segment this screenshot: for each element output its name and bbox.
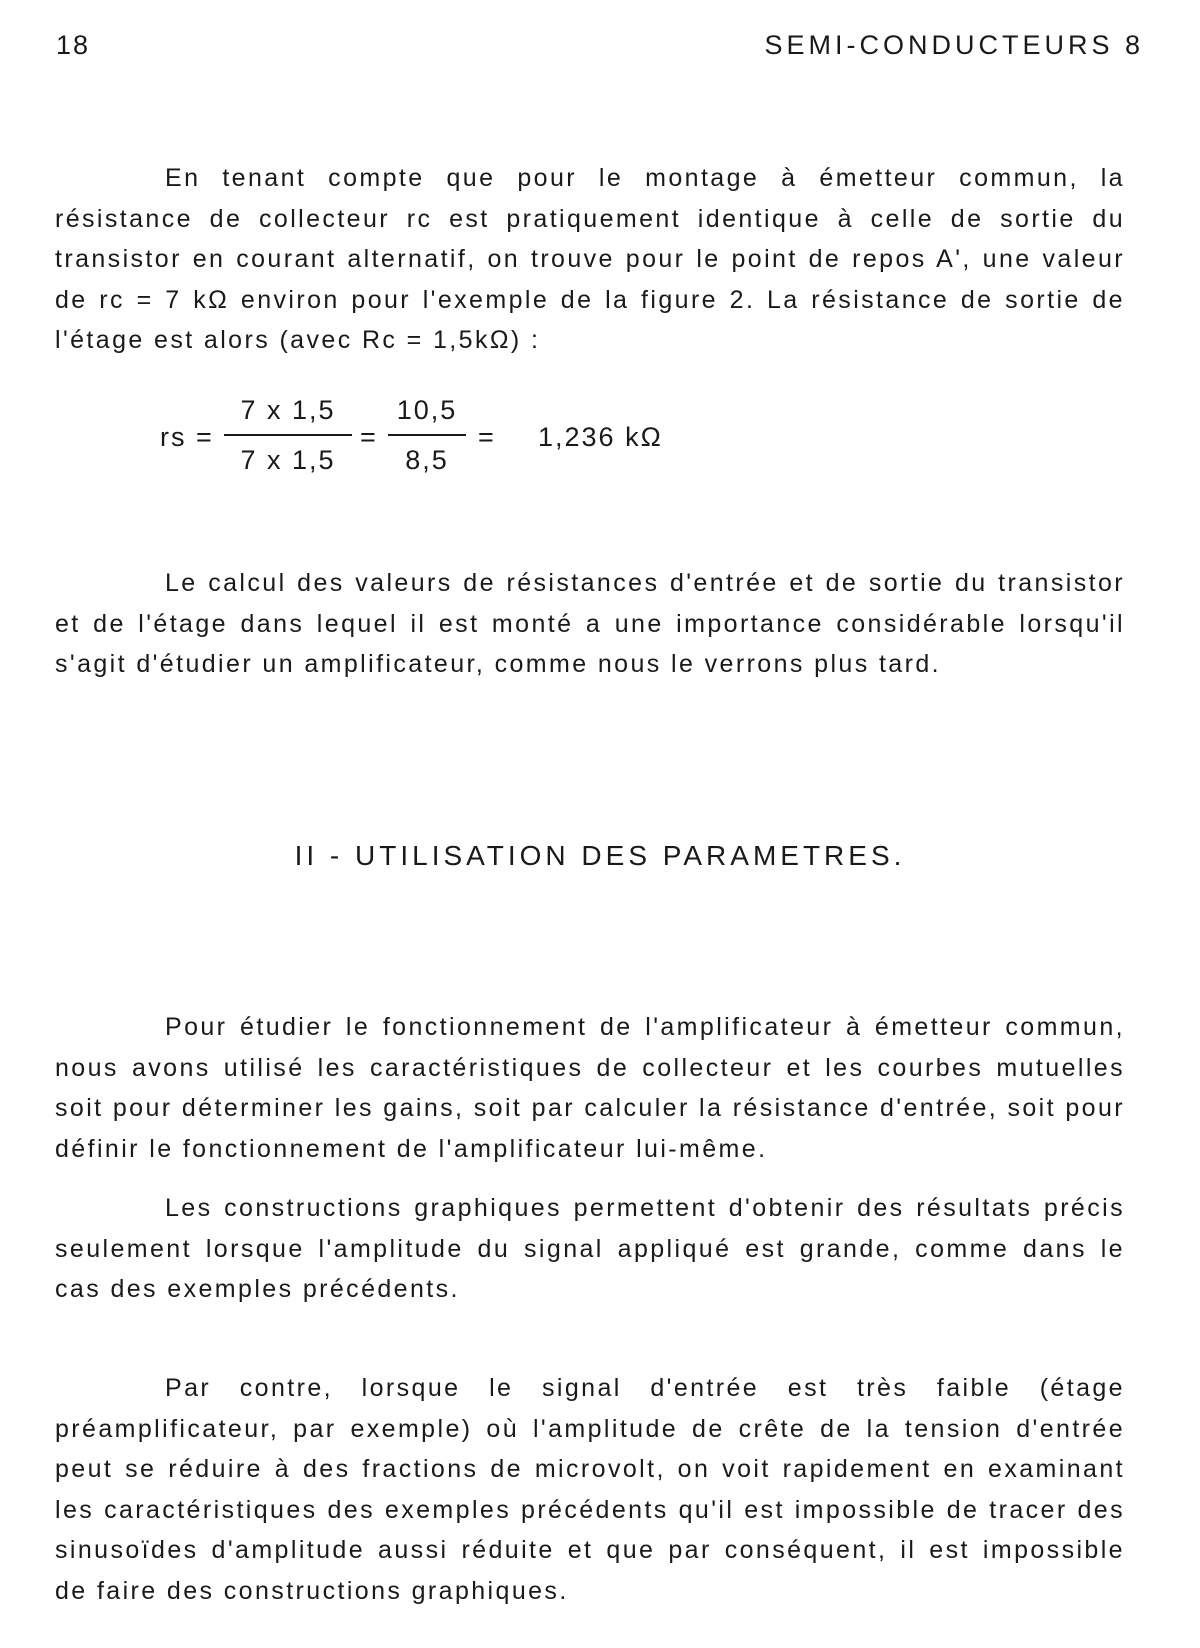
section-title: II - UTILISATION DES PARAMETRES. [294,840,906,871]
paragraph-text: Le calcul des valeurs de résistances d'entrée et de sortie du transistor et de l'étage dans lequel il est monté a une importance considérable lorsqu'il s'agit d'étudier un amplificateur, comme nous le verrons plus tard. [55,569,1125,678]
fraction-1-bar [224,434,352,436]
formula-fraction-2 [388,390,466,480]
paragraph-output-resistance [55,158,1125,361]
fraction-2-numerator: 10,5 [396,395,458,425]
formula-lhs: rs [160,422,187,452]
fraction-2-denominator: 8,5 [405,445,449,475]
paragraph-resistance-importance [55,563,1125,685]
formula-equals-1: = [196,422,214,452]
formula-equals-2: = [360,422,378,452]
paragraph-graphic-constructions [55,1188,1125,1310]
page-number: 18 [56,30,91,60]
fraction-1-denominator: 7 x 1,5 [240,445,336,475]
running-head: SEMI-CONDUCTEURS 8 [764,30,1144,60]
output-resistance-formula [160,390,720,490]
paragraph-text: Pour étudier le fonctionnement de l'amplificateur à émetteur commun, nous avons utilisé les caractéristiques de collecteur et les courbes mutuelles soit pour déterminer les gains, soit par calculer la résistance d'entrée, soit pour définir le fonctionnement de l'amplificateur lui-même. [55,1013,1125,1163]
paragraph-text: Par contre, lorsque le signal d'entrée est très faible (étage préamplificateur, par exemple) où l'amplitude de crête de la tension d'entrée peut se réduire à des fractions de microvolt, on voit rapidement en examinant les caractéristiques des exemples précédents qu'il est impossible de tracer des sinusoïdes d'amplitude aussi réduite et que par conséquent, il est impossible de faire des constructions graphiques. [55,1374,1125,1605]
formula-result: 1,236 kΩ [538,422,663,452]
fraction-1-numerator: 7 x 1,5 [240,395,336,425]
paragraph-weak-signal [55,1368,1125,1611]
fraction-2-bar [388,434,466,436]
paragraph-text: Les constructions graphiques permettent d'obtenir des résultats précis seulement lorsque l'amplitude du signal appliqué est grande, comme dans le cas des exemples précédents. [55,1194,1125,1303]
paragraph-text: En tenant compte que pour le montage à émetteur commun, la résistance de collecteur rc est pratiquement identique à celle de sortie du transistor en courant alternatif, on trouve pour le point de repos A', une valeur de rc = 7 kΩ environ pour l'exemple de la figure 2. La résistance de sortie de l'étage est alors (avec Rc = 1,5kΩ) : [55,164,1125,354]
formula-equals-3: = [478,422,496,452]
paragraph-amplifier-study [55,1007,1125,1169]
formula-fraction-1 [224,390,352,480]
page-header [56,30,1144,70]
